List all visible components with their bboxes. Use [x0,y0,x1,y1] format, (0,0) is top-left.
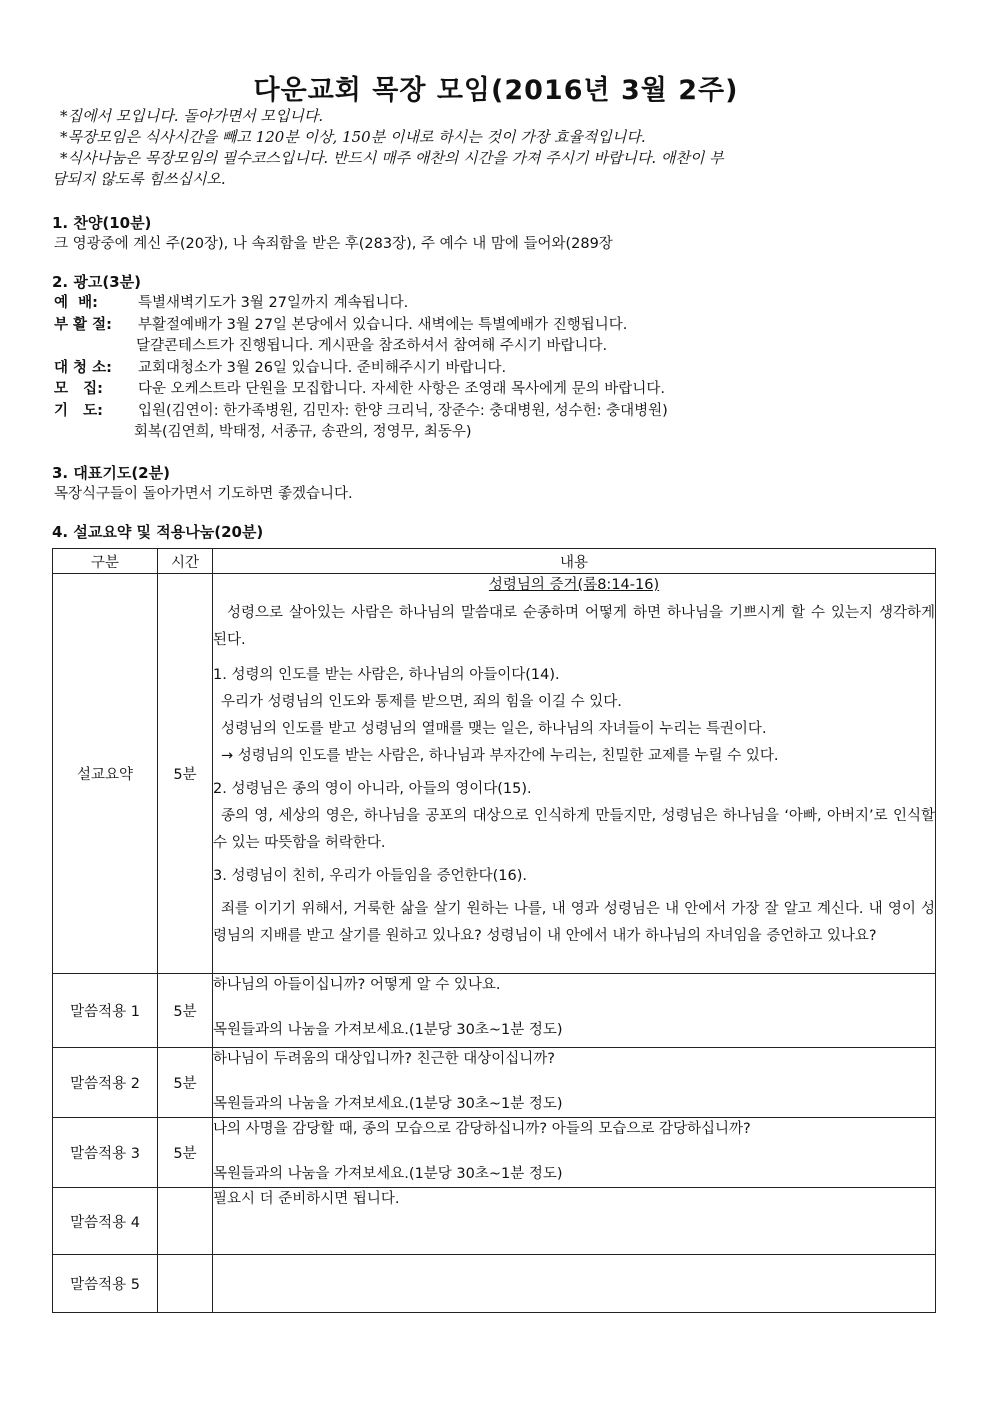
ad-easter [52,315,947,337]
ad-key: 대 청 소: [54,359,112,376]
praise-heading: 1. 찬양(10분) [52,214,152,232]
application-note: 목원들과의 나눔을 가져보세요.(1분당 30초~1분 정도) [213,1166,563,1182]
sermon-intro: 성령으로 살아있는 사람은 하나님의 말씀대로 순종하며 어떻게 하면 하나님을 기쁘시게 할 수 있는지 생각하게 된다. [213,605,935,648]
point-heading: 3. 성령님이 친히, 우리가 아들임을 증언한다(16). [213,868,527,884]
ad-value: 특별새벽기도가 3월 27일까지 계속됩니다. [138,295,409,311]
column-header: 내용 [213,549,936,574]
table-header-row [53,549,936,574]
ad-key: 예 배: [54,295,98,311]
table-row [53,1255,936,1313]
row-label: 말씀적용 1 [53,974,158,1048]
application-question: 필요시 더 준비하시면 됩니다. [213,1191,400,1207]
point-text: 우리가 성령님의 인도와 통제를 받으면, 죄의 힘을 이길 수 있다. [221,694,622,710]
table-row [53,1188,936,1255]
ads-heading: 2. 광고(3분) [52,273,141,291]
note-line: 담되지 않도록 힘쓰십시오. [52,170,226,188]
instruction-notes [52,106,947,190]
ad-key: 기 도: [54,402,103,419]
application-content [213,1188,936,1255]
row-time: 5분 [158,574,213,974]
row-time: 5분 [158,1118,213,1188]
row-time [158,1255,213,1313]
row-time [158,1188,213,1255]
point-text: 성령님의 인도를 받고 성령님의 열매를 맺는 일은, 하나님의 자녀들이 누리는 특권이다. [221,721,767,737]
ads-section [52,271,947,444]
rep-prayer-heading: 3. 대표기도(2분) [52,464,170,482]
sermon-summary [213,574,936,974]
ad-key: 부 활 절: [54,316,112,333]
application-content [213,1048,936,1118]
point-heading: 1. 성령의 인도를 받는 사람은, 하나님의 아들이다(14). [213,667,560,683]
table-row [53,574,936,974]
row-label: 말씀적용 3 [53,1118,158,1188]
row-label: 말씀적용 5 [53,1255,158,1313]
sermon-heading: 4. 설교요약 및 적용나눔(20분) [52,523,264,541]
point-text: → 성령님의 인도를 받는 사람은, 하나님과 부자간에 누리는, 친밀한 교제를 누릴 수 있다. [221,748,779,764]
point-text: 종의 영, 세상의 영은, 하나님을 공포의 대상으로 인식하게 만들지만, 성령님은 하나님을 ‘아빠, 아버지’로 인식할 수 있는 따뜻함을 허락한다. [213,808,935,851]
application-question: 하나님이 두려움의 대상입니까? 친근한 대상이십니까? [213,1051,555,1067]
row-label: 설교요약 [53,574,158,974]
row-label: 말씀적용 2 [53,1048,158,1118]
ad-cleaning [52,358,947,380]
table-row [53,974,936,1048]
praise-section [52,212,947,256]
point-text: 죄를 이기기 위해서, 거룩한 삶을 살기 원하는 나를, 내 영과 성령님은 내 안에서 가장 잘 알고 계신다. 내 영이 성령님의 지배를 받고 살기를 원하고 있나요? 성령님이 내 안에서 내가 하나님의 자녀임을 증언하고 있나요? [213,901,935,944]
application-question: 나의 사명을 감당할 때, 종의 모습으로 감당하십니까? 아들의 모습으로 감당하십니까? [213,1121,751,1137]
column-header: 시간 [158,549,213,574]
table-row [53,1048,936,1118]
table-row [53,1118,936,1188]
row-time: 5분 [158,974,213,1048]
sermon-table [52,548,936,1313]
column-header: 구분 [53,549,158,574]
rep-prayer-section [52,462,947,506]
praise-text: 크 영광중에 계신 주(20장), 나 속죄함을 받은 후(283장), 주 예수 내 맘에 들어와(289장 [54,236,613,252]
ad-prayer [52,401,947,423]
sermon-section [52,521,947,543]
ad-value-cont: 달걀콘테스트가 진행됩니다. 게시판을 참조하셔서 참여해 주시기 바랍니다. [136,338,608,354]
ad-value-cont: 회복(김연희, 박태정, 서종규, 송관의, 정영무, 최동우) [134,424,472,440]
application-note: 목원들과의 나눔을 가져보세요.(1분당 30초~1분 정도) [213,1022,563,1038]
application-note: 목원들과의 나눔을 가져보세요.(1분당 30초~1분 정도) [213,1096,563,1112]
application-question: 하나님의 아들이십니까? 어떻게 알 수 있나요. [213,977,501,993]
note-line: *집에서 모입니다. 돌아가면서 모입니다. [60,107,324,125]
rep-prayer-text: 목장식구들이 돌아가면서 기도하면 좋겠습니다. [54,486,353,502]
ad-key: 모 집: [54,381,103,397]
ad-value: 교회대청소가 3월 26일 있습니다. 준비해주시기 바랍니다. [138,359,507,376]
ad-value: 부활절예배가 3월 27일 본당에서 있습니다. 새벽에는 특별예배가 진행됩니다. [138,316,628,333]
point-heading: 2. 성령님은 종의 영이 아니라, 아들의 영이다(15). [213,781,532,797]
note-line: *식사나눔은 목장모임의 필수코스입니다. 반드시 매주 애찬의 시간을 가져 주시기 바랍니다. 애찬이 부 [60,149,724,167]
ad-value: 입원(김연이: 한가족병원, 김민자: 한양 크리닉, 장준수: 충대병원, 성수헌: 충대병원) [138,402,668,419]
application-content [213,974,936,1048]
sermon-title: 성령님의 증거(롬8:14-16) [488,577,660,593]
application-content [213,1118,936,1188]
ad-value: 다운 오케스트라 단원을 모집합니다. 자세한 사항은 조영래 목사에게 문의 바랍니다. [138,381,665,397]
note-line: *목장모임은 식사시간을 빼고 120분 이상, 150분 이내로 하시는 것이 가장 효율적입니다. [60,128,646,146]
page-title: 다운교회 목장 모임(2016년 3월 2주) [253,75,739,106]
row-time: 5분 [158,1048,213,1118]
ad-recruit [52,379,947,401]
row-label: 말씀적용 4 [53,1188,158,1255]
ad-worship [52,293,947,315]
application-content [213,1255,936,1313]
